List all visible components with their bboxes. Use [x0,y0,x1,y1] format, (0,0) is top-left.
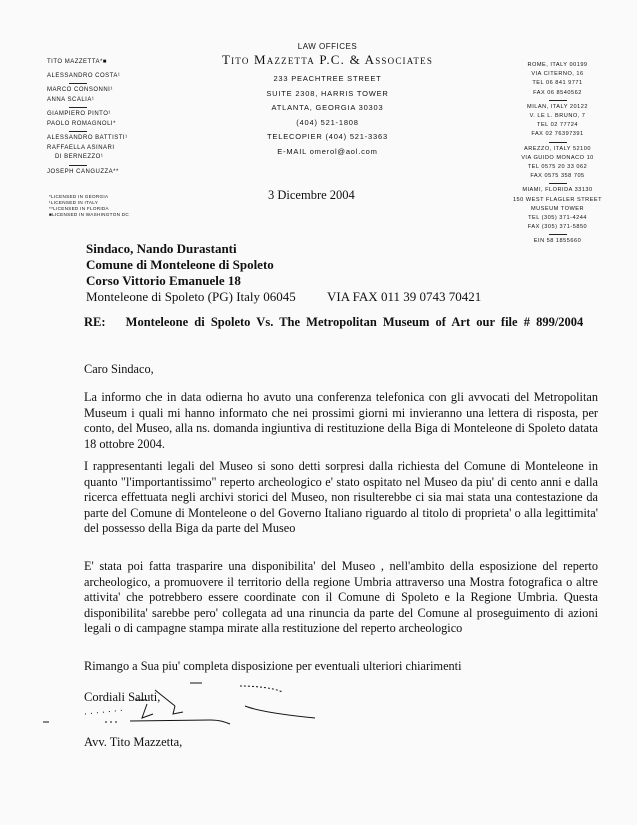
divider [549,142,567,143]
signature-name: Avv. Tito Mazzetta, [84,735,183,749]
recipient-street: Corso Vittorio Emanuele 18 [86,273,241,288]
attorney-name: DI BERNEZZO¹ [55,154,104,160]
letterhead-center [210,40,445,159]
attorney-name: MARCO CONSONNI¹ [47,87,113,93]
firm-name: Tito Mazzetta P.C. & Associates [221,52,434,67]
body-paragraph: I rappresentanti legali del Museo si sono detti sorpresi dalla richiesta del Comune di Monteleone in quanto "l'importantissimo" reperto archeologico e' stato ospitato nel Museo da piu' di cento anni e dalla ricerca effettuata negli archivi storici del Museo, non risulterebbe ci sia mai stata una contestazione da parte del Comune di Monteleone o del Governo Italiano riguardo al titolo di proprieta' o alla legittimita' del possesso della Biga da parte del Museo [84,459,598,536]
office-milan-line: TEL 02 77724 [537,122,578,129]
ein-number: EIN 58 1855660 [533,238,582,245]
office-miami-line: MUSEUM TOWER [530,205,585,212]
divider [549,234,567,235]
office-rome-line: FAX 06 8540562 [533,89,582,96]
letterhead-heading: LAW OFFICES [297,42,358,51]
office-rome-line: TEL 06 841 9771 [532,80,583,87]
recipient-address [86,241,296,305]
office-rome-line: VIA CITERNO, 16 [531,71,584,78]
attorney-name: JOSEPH CANGUZZA** [47,168,119,175]
firm-email: E-MAIL omerol@aol.com [277,146,378,156]
body-paragraph: La informo che in data odierna ho avuto una conferenza telefonica con gli avvocati del Metropolitan Museum i quali mi hanno informato che nei prossimi giorni mi invieranno una lettera di risposta, per conto, del Museo, alla ns. domanda ingiuntiva di restituzione della Biga di Monteleone di Spoleto datata 18 ottobre 2004. [84,390,598,451]
firm-address-line: 233 PEACHTREE STREET [273,74,382,83]
divider [69,107,87,108]
office-miami-line: TEL (305) 371-4244 [528,215,587,222]
subject-text: Monteleone di Spoleto Vs. The Metropolitan Museum of Art our file # 899/2004 [125,315,584,329]
divider [69,131,87,132]
office-miami-line: 150 WEST FLAGLER STREET [512,196,603,203]
divider [69,83,87,84]
closing: Cordiali Saluti, [84,690,161,704]
via-fax [327,289,481,305]
firm-phone: (404) 521-1808 [296,117,359,127]
recipient-city: Monteleone di Spoleto (PG) Italy 06045 [86,289,296,304]
subject-line [84,315,604,330]
divider [549,183,567,184]
attorney-name: PAOLO ROMAGNOLI* [47,120,116,127]
salutation: Caro Sindaco, [84,362,154,376]
attorney-name: ALESSANDRO BATTISTI¹ [47,135,128,141]
handwritten-signature-icon [35,678,335,733]
via-fax-label: VIA FAX [327,289,378,304]
footnote: ■LICENSED IN WASHINGTON DC [49,212,129,217]
attorney-name: GIAMPIERO PINTO¹ [47,111,111,117]
firm-address-line: ATLANTA, GEORGIA 30303 [271,103,384,112]
footnote: **LICENSED IN FLORIDA [49,206,109,211]
subject-label: RE: [84,315,106,329]
attorney-name: TITO MAZZETTA*■ [47,59,107,65]
office-rome-line: ROME, ITALY 00199 [527,62,588,68]
office-milan-line: MILAN, ITALY 20122 [527,103,588,110]
recipient-organization: Comune di Monteleone di Spoleto [86,257,274,272]
attorney-name: ALESSANDRO COSTA¹ [47,72,121,79]
letter-date: 3 Dicembre 2004 [268,188,355,202]
office-miami-line: MIAMI, FLORIDA 33130 [522,187,593,194]
footnote: ¹LICENSED IN ITALY [49,200,99,205]
firm-address-line: SUITE 2308, HARRIS TOWER [266,88,389,98]
body-paragraph: E' stata poi fatta trasparire una disponibilita' del Museo , nell'ambito della esposizione del reperto archeologico, a promuovere il territorio della regione Umbria attraverso una Mostra fotografica o altre attivita' che potrebbero essere coordinate con il Comune di Spoleto e la Regione Umbria. Questa disponibilita' sarebbe pero' collegata ad una rinuncia da parte del Comune al proseguimento di azioni legali o di campagne stampa mirate alla restituzione del reperto archeologico [84,559,598,636]
recipient-name: Sindaco, Nando Durastanti [86,241,237,256]
office-miami-line: FAX (305) 371-5850 [527,224,588,231]
office-arezzo-line: AREZZO, ITALY 52100 [523,145,591,152]
office-arezzo-line: TEL 0575 20 33 062 [527,164,588,171]
divider [549,100,567,101]
office-arezzo-line: FAX 0575 358 705 [530,173,585,180]
via-fax-number: 011 39 0743 70421 [380,289,482,304]
office-list [500,61,615,247]
attorney-list [47,58,137,177]
licensing-footnotes [49,194,129,218]
office-milan-line: V. LE L. BRUNO, 7 [529,113,586,120]
body-paragraph: Rimango a Sua piu' completa disposizione per eventuali ulteriori chiarimenti [84,659,462,673]
firm-telecopier: TELECOPIER (404) 521-3363 [267,132,388,141]
attorney-name: ANNA SCALIA¹ [47,96,95,103]
attorney-name: RAFFAELLA ASINARI [47,144,115,151]
footnote: *LICENSED IN GEORGIA [49,194,109,199]
office-arezzo-line: VIA GUIDO MONACO 10 [521,154,594,161]
office-milan-line: FAX 02 76397391 [531,131,584,138]
divider [69,165,87,166]
